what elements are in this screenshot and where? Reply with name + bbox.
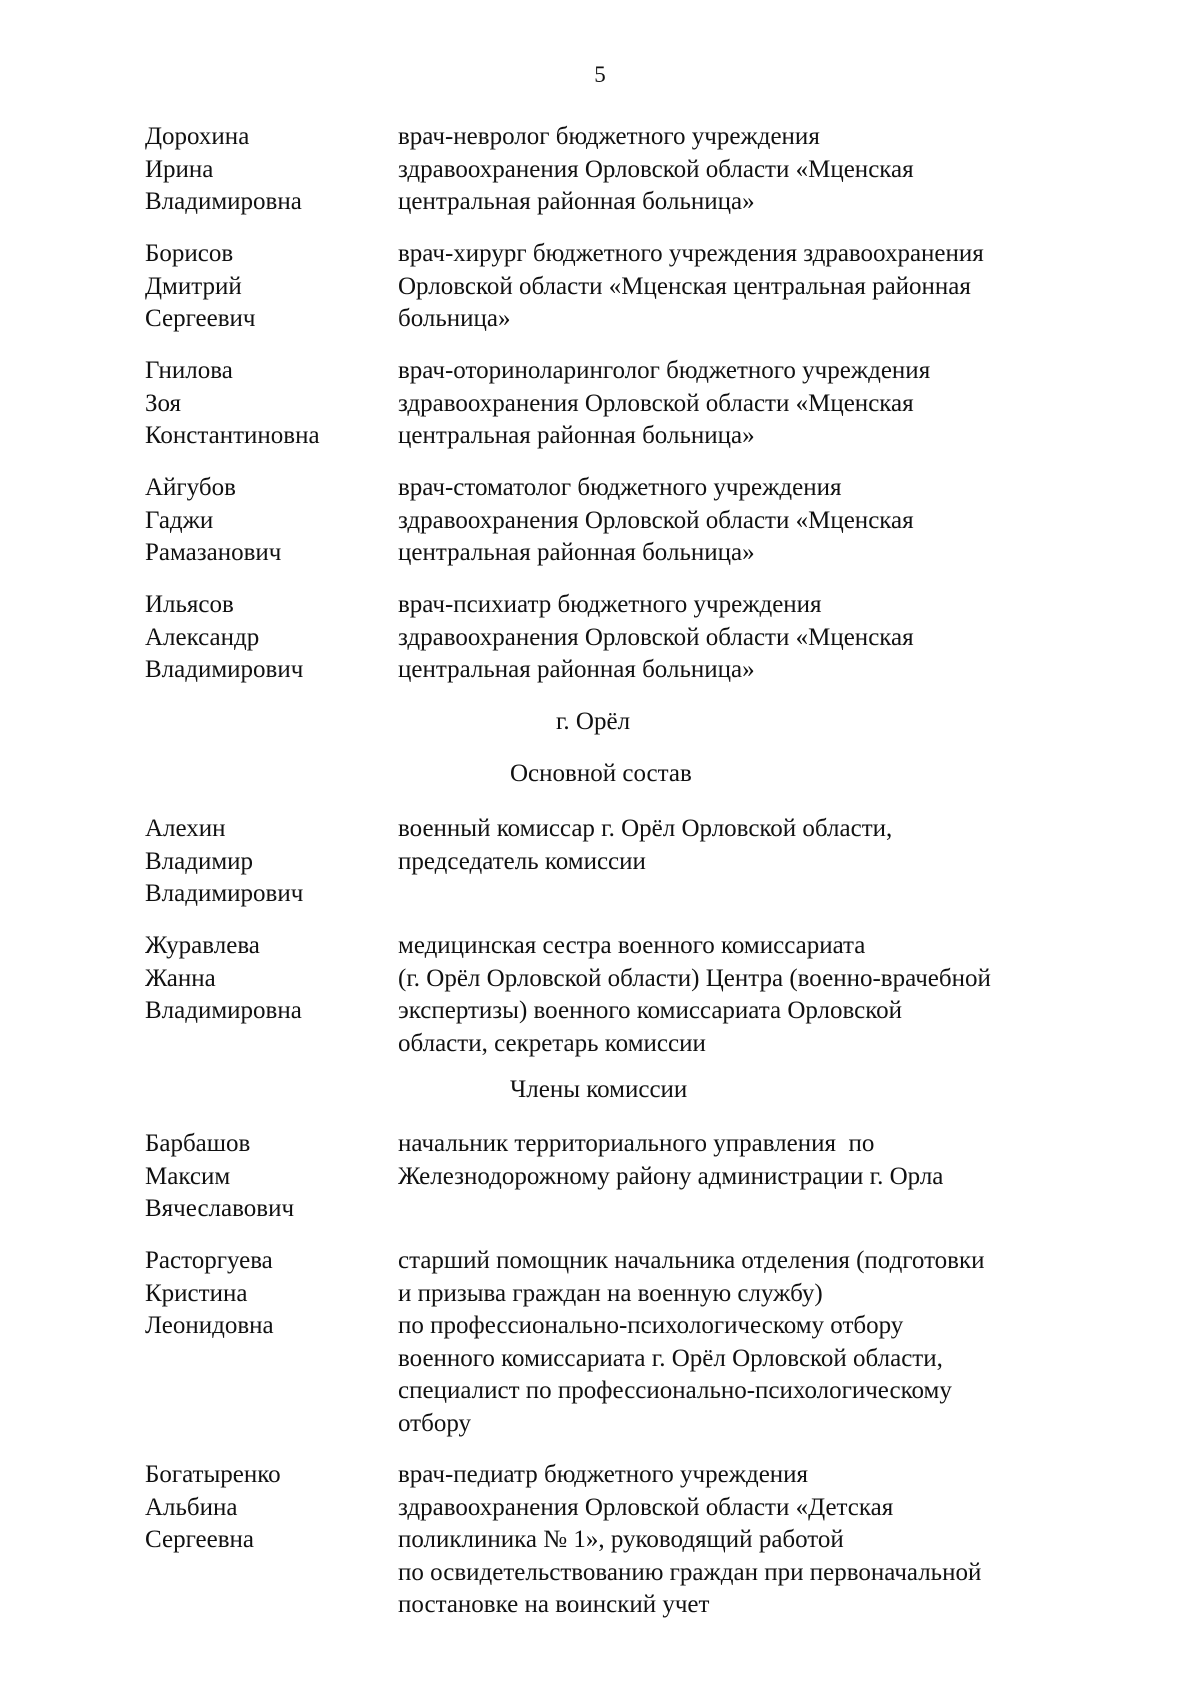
desc-line: отбору (398, 1409, 471, 1437)
person-name (145, 589, 385, 687)
desc-line: экспертизы) военного комиссариата Орловской (398, 997, 903, 1024)
patronymic: Владимировна (145, 997, 302, 1024)
position-description (398, 472, 1088, 570)
desc-line: поликлиника № 1», руководящий работой (398, 1526, 844, 1553)
first-name: Владимир (145, 847, 254, 875)
desc-line: старший помощник начальника отделения (подготовки (398, 1247, 985, 1274)
desc-line: здравоохранения Орловской области «Мценская (398, 389, 914, 417)
surname: Расторгуева (145, 1247, 273, 1274)
person-name (145, 813, 385, 911)
position-description (398, 589, 1088, 687)
person-name (145, 121, 385, 219)
surname: Борисов (145, 240, 234, 267)
surname: Айгубов (145, 474, 236, 501)
patronymic: Владимирович (145, 880, 304, 907)
desc-line: по освидетельствованию граждан при первоначальной (398, 1558, 982, 1586)
patronymic: Вячеславович (145, 1195, 295, 1222)
first-name: Кристина (145, 1279, 248, 1307)
first-name: Альбина (145, 1493, 238, 1521)
first-name: Максим (145, 1162, 231, 1190)
first-name: Жанна (145, 964, 216, 992)
desc-line: здравоохранения Орловской области «Мценская (398, 155, 914, 183)
person-name (145, 355, 385, 453)
desc-line: врач-психиатр бюджетного учреждения (398, 591, 822, 618)
first-name: Гаджи (145, 506, 214, 534)
desc-line: военный комиссар г. Орёл Орловской области, (398, 815, 893, 842)
person-name (145, 1245, 385, 1343)
person-name (145, 472, 385, 570)
first-name: Зоя (145, 389, 182, 417)
page-number: 5 (594, 62, 606, 87)
desc-line: постановке на воинский учет (398, 1591, 710, 1618)
desc-line: центральная районная больница» (398, 656, 755, 683)
patronymic: Владимирович (145, 656, 304, 683)
position-description (398, 930, 1088, 1060)
surname: Ильясов (145, 591, 234, 618)
members-heading: Члены комиссии (510, 1076, 688, 1103)
desc-line: и призыва граждан на военную службу) (398, 1279, 823, 1307)
patronymic: Владимировна (145, 188, 302, 215)
desc-line: врач-оториноларинголог бюджетного учреждения (398, 357, 931, 384)
desc-line: больница» (398, 305, 511, 332)
desc-line: (г. Орёл Орловской области) Центра (военно-врачебной (398, 964, 991, 992)
position-description (398, 355, 1088, 453)
person-name (145, 930, 385, 1028)
surname: Алехин (145, 815, 226, 842)
first-name: Дмитрий (145, 272, 242, 300)
desc-line: врач-стоматолог бюджетного учреждения (398, 474, 842, 501)
desc-line: председатель комиссии (398, 847, 646, 875)
desc-line: по профессионально-психологическому отбору (398, 1312, 904, 1339)
person-name (145, 1459, 385, 1557)
surname: Богатыренко (145, 1461, 281, 1488)
person-name (145, 1128, 385, 1226)
city-heading: г. Орёл (556, 708, 631, 735)
person-name (145, 238, 385, 336)
position-description (398, 1128, 1088, 1193)
desc-line: здравоохранения Орловской области «Детская (398, 1493, 894, 1521)
desc-line: центральная районная больница» (398, 539, 755, 566)
first-name: Ирина (145, 155, 214, 183)
desc-line: врач-невролог бюджетного учреждения (398, 123, 820, 150)
desc-line: медицинская сестра военного комиссариата (398, 932, 866, 959)
main-composition-heading: Основной состав (510, 760, 692, 787)
position-description (398, 121, 1088, 219)
desc-line: здравоохранения Орловской области «Мценская (398, 623, 914, 651)
position-description (398, 813, 1088, 878)
position-description (398, 1459, 1088, 1622)
surname: Барбашов (145, 1130, 251, 1157)
patronymic: Рамазанович (145, 539, 282, 566)
patronymic: Леонидовна (145, 1312, 274, 1339)
desc-line: начальник территориального управления по (398, 1130, 875, 1157)
desc-line: военного комиссариата г. Орёл Орловской области, (398, 1344, 943, 1372)
desc-line: врач-хирург бюджетного учреждения здравоохранения (398, 240, 984, 267)
desc-line: центральная районная больница» (398, 188, 755, 215)
desc-line: области, секретарь комиссии (398, 1029, 706, 1057)
first-name: Александр (145, 623, 260, 651)
desc-line: Железнодорожному району администрации г. Орла (398, 1162, 944, 1190)
patronymic: Сергеевич (145, 305, 256, 332)
position-description (398, 1245, 1088, 1440)
patronymic: Константиновна (145, 422, 320, 449)
desc-line: специалист по профессионально-психологическому (398, 1377, 952, 1404)
surname: Гнилова (145, 357, 233, 384)
surname: Журавлева (145, 932, 260, 959)
desc-line: здравоохранения Орловской области «Мценская (398, 506, 914, 534)
desc-line: врач-педиатр бюджетного учреждения (398, 1461, 809, 1488)
position-description (398, 238, 1088, 336)
patronymic: Сергеевна (145, 1526, 254, 1553)
surname: Дорохина (145, 123, 250, 150)
desc-line: Орловской области «Мценская центральная районная (398, 272, 971, 300)
desc-line: центральная районная больница» (398, 422, 755, 449)
